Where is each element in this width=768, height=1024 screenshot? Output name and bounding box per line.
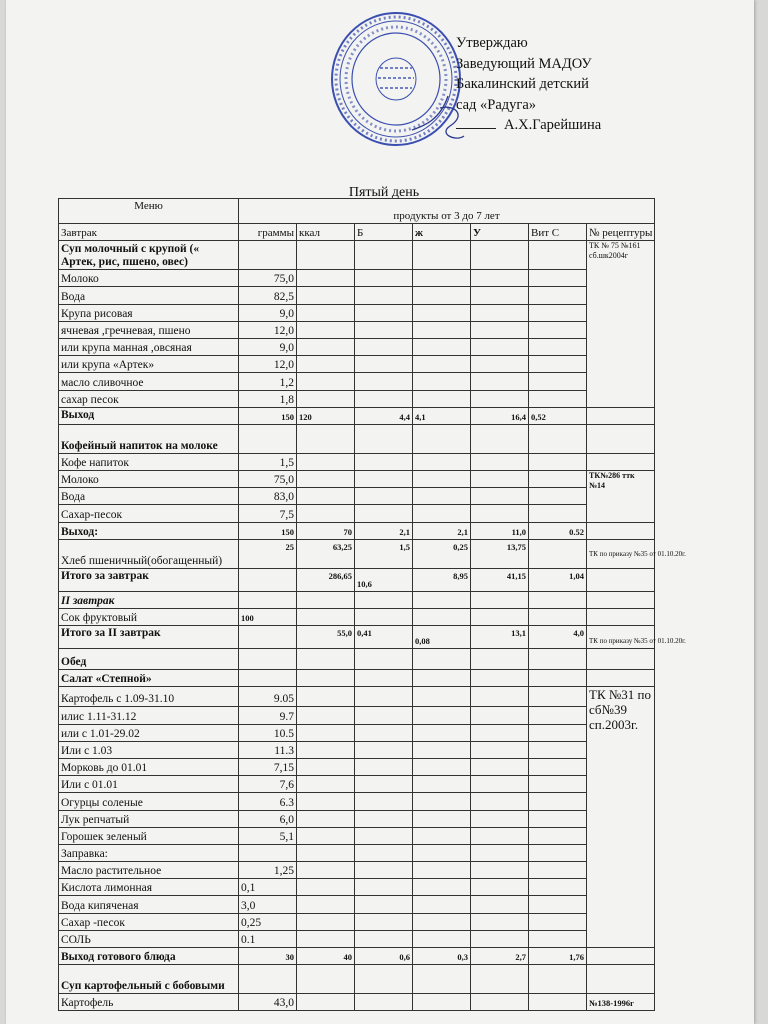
table-row: Кофе напиток 1,5 bbox=[59, 453, 655, 470]
table-row: Обед bbox=[59, 649, 655, 670]
menu-table bbox=[58, 198, 686, 1011]
table-row: Сок фруктовый 100 bbox=[59, 609, 655, 626]
table-row: Горошек зеленый 5,1 bbox=[59, 827, 655, 844]
table-row: Итого за завтрак 286,65 10,6 8,95 41,15 1,04 bbox=[59, 568, 655, 591]
table-row: масло сливочное 1,2 bbox=[59, 373, 655, 390]
table-row: Вода 83,0 bbox=[59, 488, 655, 505]
header-u: У bbox=[471, 224, 529, 241]
approval-signature bbox=[456, 115, 601, 136]
approval-line-4: сад «Радуга» bbox=[456, 96, 537, 113]
day-title: Пятый день bbox=[348, 185, 420, 200]
table-row: II завтрак bbox=[59, 591, 655, 608]
table-row: СОЛЬ 0.1 bbox=[59, 930, 655, 947]
table-row: Суп картофельный с бобовыми bbox=[59, 965, 655, 994]
table-row: или с 1.01-29.02 10.5 bbox=[59, 724, 655, 741]
table-row: или крупа «Артек» 12,0 bbox=[59, 356, 655, 373]
header-row-2 bbox=[59, 224, 655, 241]
approval-name: А.Х.Гарейшина bbox=[504, 117, 602, 133]
header-meal: Завтрак bbox=[59, 224, 239, 241]
table-row: Морковь до 01.01 7,15 bbox=[59, 758, 655, 775]
table-row: Салат «Степной» bbox=[59, 670, 655, 687]
header-vitc: Вит С bbox=[529, 224, 587, 241]
table-row: Огурцы соленые 6.3 bbox=[59, 793, 655, 810]
header-recipe: № рецептуры bbox=[587, 224, 655, 241]
approval-line-3: Бакалинский детский bbox=[456, 76, 589, 92]
table-row: Сахар-песок 7,5 bbox=[59, 505, 655, 522]
header-menu: Меню bbox=[59, 199, 239, 224]
table-row: Заправка: bbox=[59, 844, 655, 861]
table-row: Картофель 43,0 №138-1996г bbox=[59, 994, 655, 1011]
table-row: Или с 01.01 7,6 bbox=[59, 776, 655, 793]
table-row: Или с 1.03 11.3 bbox=[59, 741, 655, 758]
header-gram: граммы bbox=[239, 224, 297, 241]
table-row: илис 1.11-31.12 9.7 bbox=[59, 707, 655, 724]
header-kcal: ккал bbox=[297, 224, 355, 241]
table-row: или крупа манная ,овсяная 9,0 bbox=[59, 338, 655, 355]
table-row: Выход 150 120 4,4 4,1 16,4 0,52 bbox=[59, 407, 655, 424]
table-row: сахар песок 1,8 bbox=[59, 390, 655, 407]
header-zh: ж bbox=[413, 224, 471, 241]
table-row: Кислота лимонная 0,1 bbox=[59, 879, 655, 896]
table-row: Лук репчатый 6,0 bbox=[59, 810, 655, 827]
round-seal-stamp bbox=[328, 8, 464, 150]
header-row-1 bbox=[59, 199, 655, 224]
table-row: Молоко 75,0 ТК№286 ттк №14 bbox=[59, 471, 655, 488]
table-row: Масло растительное 1,25 bbox=[59, 862, 655, 879]
table-row: Молоко 75,0 bbox=[59, 270, 655, 287]
approval-line-1: Утверждаю bbox=[456, 35, 528, 51]
table-row: Вода 82,5 bbox=[59, 287, 655, 304]
approval-line-2: Заведующий МАДОУ bbox=[456, 55, 592, 72]
table-row: Вода кипяченая 3,0 bbox=[59, 896, 655, 913]
table-row: Суп молочный с крупой (« Артек, рис, пшено, овес) ТК № 75 №161 сб.шк2004г bbox=[59, 241, 655, 270]
approval-block bbox=[456, 33, 601, 136]
table-row: Сахар -песок 0,25 bbox=[59, 913, 655, 930]
table-row: Выход: 150 70 2,1 2,1 11,0 0.52 bbox=[59, 522, 655, 539]
table-row: Картофель с 1.09-31.10 9.05 ТК №31 по сб№39 сп.2003г. bbox=[59, 687, 655, 707]
table-row: Итого за II завтрак 55,0 0,41 0,08 13,1 4,0 ТК по приказу №35 от 01.10.20г. bbox=[59, 626, 655, 649]
table-row: Хлеб пшеничный(обогащенный) 25 63,25 1,5 0,25 13,75 ТК по приказу №35 от 01.10.20г. bbox=[59, 539, 655, 568]
table-row: Кофейный напиток на молоке bbox=[59, 424, 655, 453]
table-row: Крупа рисовая 9,0 bbox=[59, 304, 655, 321]
header-b: Б bbox=[355, 224, 413, 241]
table-row: ячневая ,гречневая, пшено 12,0 bbox=[59, 321, 655, 338]
table-row: Выход готового блюда 30 40 0,6 0,3 2,7 1,76 bbox=[59, 948, 655, 965]
header-products: продукты от 3 до 7 лет bbox=[239, 199, 655, 224]
